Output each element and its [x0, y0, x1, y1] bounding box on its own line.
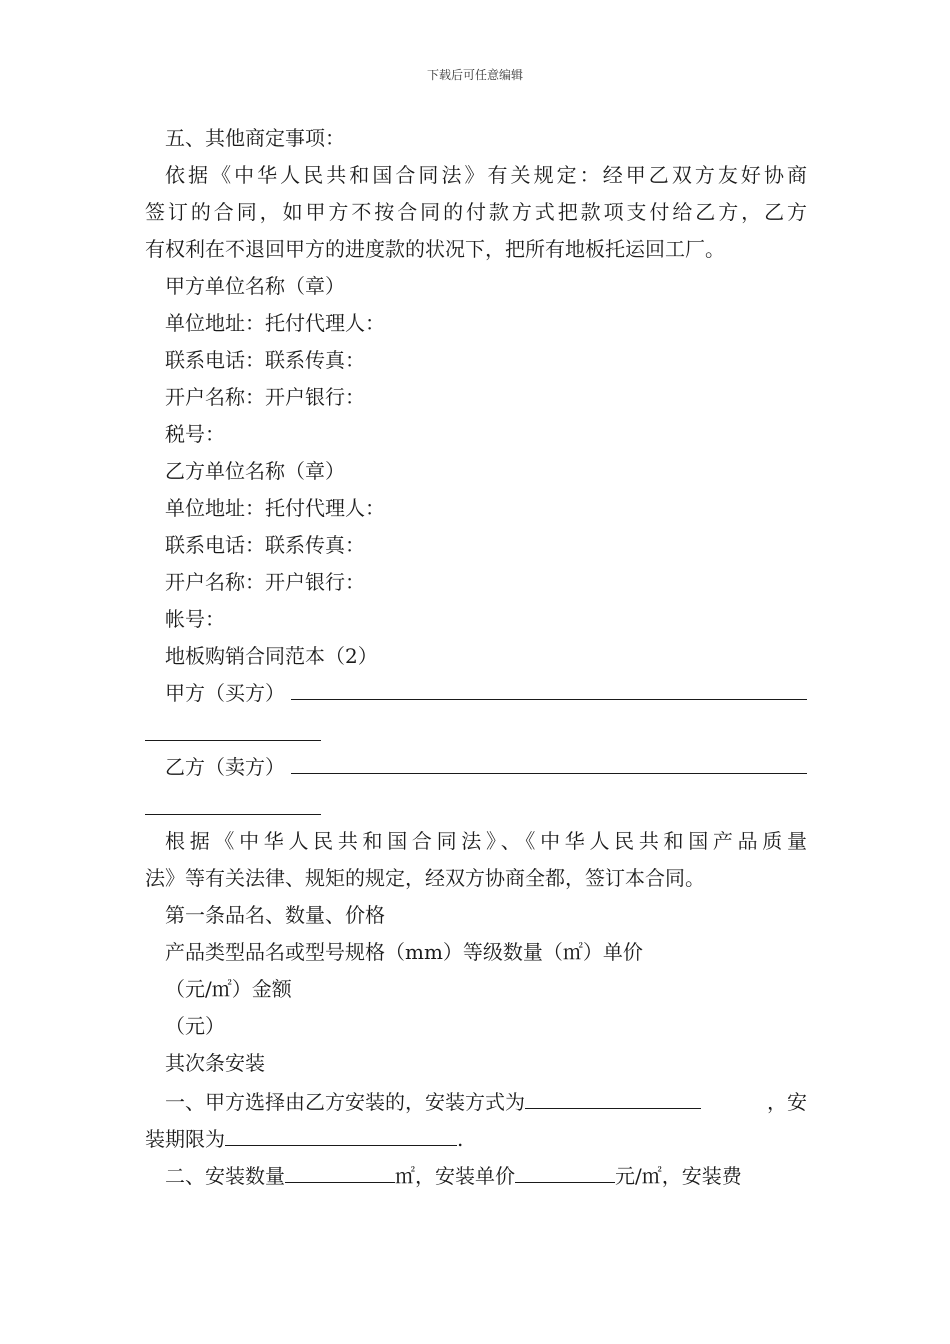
install-quantity-row [145, 1156, 807, 1193]
party-a-buyer-blank-continued [145, 712, 807, 749]
install-method-blank [525, 1082, 701, 1109]
party-b-address-label: 单位地址：托付代理人： [165, 496, 385, 520]
blank-line [145, 796, 321, 815]
party-a-name-label: 甲方单位名称（章） [165, 274, 345, 298]
party-b-bank-label: 开户名称：开户银行： [165, 570, 365, 594]
party-b-account-label: 帐号： [165, 607, 225, 631]
party-b-phone-label: 联系电话：联系传真： [165, 533, 365, 557]
party-a-address-label: 单位地址：托付代理人： [165, 311, 385, 335]
install-fee-label: 元/㎡，安装费 [615, 1164, 742, 1188]
paragraph-line: 有权利在不退回甲方的进度款的状况下，把所有地板托运回工厂。 [145, 237, 725, 261]
party-b-seller-row [145, 749, 807, 786]
paragraph-line: 法》等有关法律、规矩的规定，经双方协商全都，签订本合同。 [145, 866, 705, 890]
party-b-name-label: 乙方单位名称（章） [165, 459, 345, 483]
product-table-header: 产品类型品名或型号规格（mm）等级数量（㎡）单价 [165, 940, 643, 964]
install-period-row [145, 1119, 807, 1156]
party-a-buyer-blank [291, 675, 807, 700]
product-table-header-cont: （元） [165, 1014, 225, 1038]
party-a-bank-label: 开户名称：开户银行： [165, 385, 365, 409]
install-period-end: . [457, 1127, 464, 1151]
install-quantity-blank [285, 1156, 395, 1183]
install-unit-price-label: ㎡，安装单价 [395, 1164, 515, 1188]
contract-template-title: 地板购销合同范本（2） [165, 644, 378, 668]
install-period-label: 装期限为 [145, 1127, 225, 1151]
article-one-heading: 第一条品名、数量、价格 [165, 903, 385, 927]
install-method-tail: ，安 [767, 1090, 807, 1114]
party-a-tax-label: 税号： [165, 422, 225, 446]
party-a-buyer-label: 甲方（买方） [165, 681, 285, 705]
install-unit-price-blank [515, 1156, 615, 1183]
paragraph-line: 根据《中华人民共和国合同法》、《中华人民共和国产品质量 [165, 829, 807, 853]
install-quantity-label: 二、安装数量 [165, 1164, 285, 1188]
paragraph-line: 依据《中华人民共和国合同法》有关规定：经甲乙双方友好协商 [165, 163, 807, 187]
party-b-seller-label: 乙方（卖方） [165, 755, 285, 779]
paragraph-line: 签订的合同，如甲方不按合同的付款方式把款项支付给乙方，乙方 [145, 200, 807, 224]
install-method-row [145, 1082, 807, 1119]
article-two-heading: 其次条安装 [165, 1051, 265, 1075]
party-a-phone-label: 联系电话：联系传真： [165, 348, 365, 372]
page-header-note: 下载后可任意编辑 [426, 68, 523, 82]
document-body [145, 120, 807, 1193]
party-a-buyer-row [145, 675, 807, 712]
section-heading-other-matters: 五、其他商定事项： [165, 126, 345, 150]
blank-line [145, 722, 321, 741]
product-table-header-cont: （元/㎡）金额 [165, 977, 292, 1001]
party-b-seller-blank [291, 749, 807, 774]
party-b-seller-blank-continued [145, 786, 807, 823]
install-period-blank [225, 1119, 457, 1146]
install-method-label: 一、甲方选择由乙方安装的，安装方式为 [165, 1090, 525, 1114]
